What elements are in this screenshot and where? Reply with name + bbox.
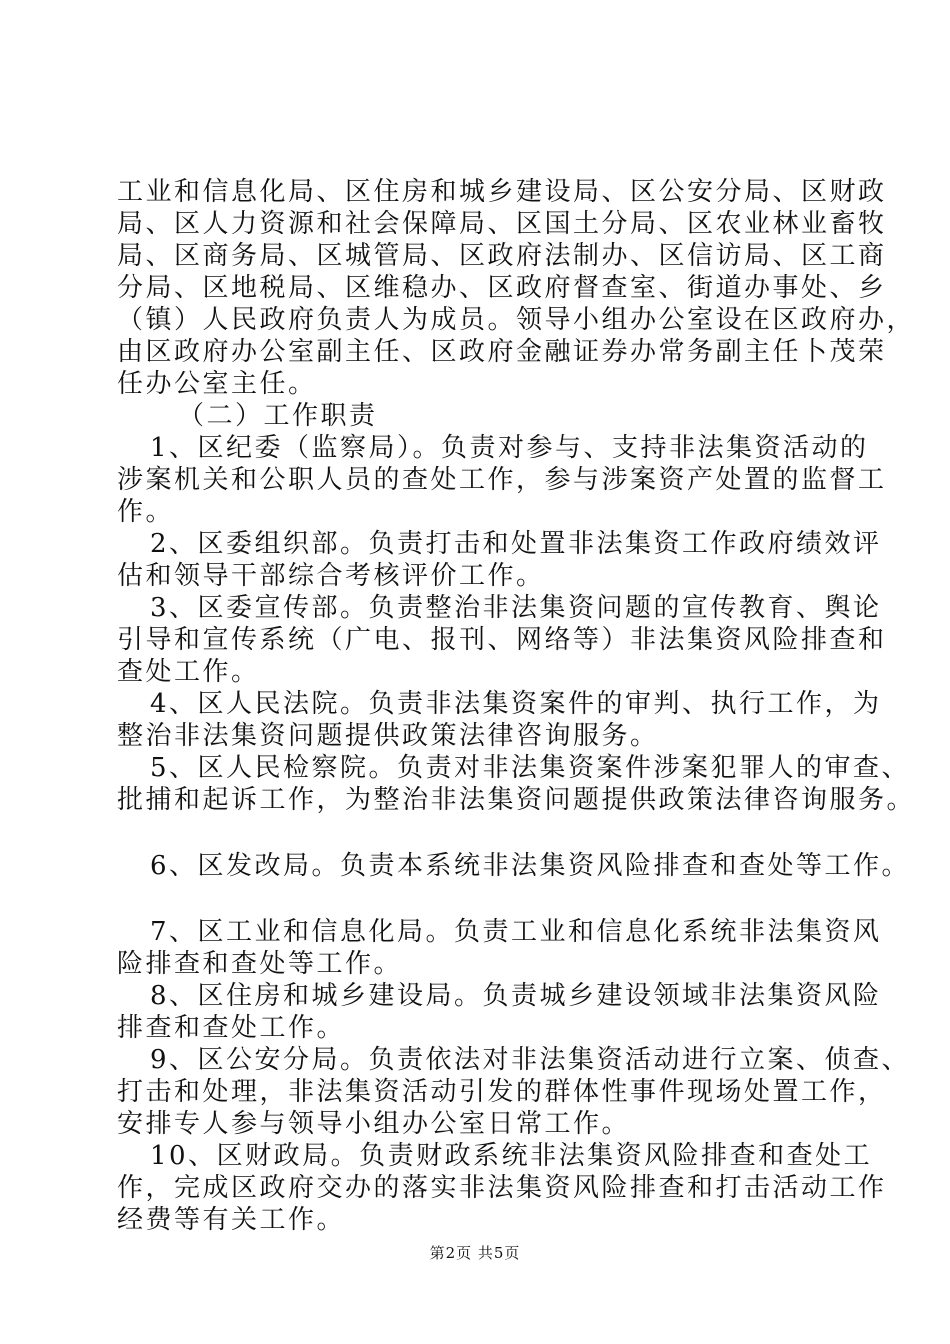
paragraph-line: 由区政府办公室副主任、区政府金融证券办常务副主任卜茂荣 bbox=[117, 337, 887, 367]
paragraph-line: 分局、区地税局、区维稳办、区政府督查室、街道办事处、乡 bbox=[117, 273, 887, 303]
paragraph-line: 安排专人参与领导小组办公室日常工作。 bbox=[117, 1109, 631, 1139]
paragraph-line: 作，完成区政府交办的落实非法集资风险排查和打击活动工作 bbox=[117, 1173, 887, 1203]
paragraph-line: 10、区财政局。负责财政系统非法集资风险排查和查处工 bbox=[150, 1141, 873, 1171]
paragraph-line: 涉案机关和公职人员的查处工作，参与涉案资产处置的监督工 bbox=[117, 465, 887, 495]
paragraph-line: 引导和宣传系统（广电、报刊、网络等）非法集资风险排查和 bbox=[117, 625, 887, 655]
page-footer: 第2页 共5页 bbox=[429, 1244, 521, 1262]
paragraph-line: 经费等有关工作。 bbox=[117, 1205, 346, 1235]
paragraph-line: （镇）人民政府负责人为成员。领导小组办公室设在区政府办， bbox=[117, 305, 916, 335]
paragraph-line: 估和领导干部综合考核评价工作。 bbox=[117, 561, 545, 591]
paragraph-line: 1、区纪委（监察局）。负责对参与、支持非法集资活动的 bbox=[150, 433, 869, 463]
paragraph-line: 3、区委宣传部。负责整治非法集资问题的宣传教育、舆论 bbox=[150, 593, 882, 623]
paragraph-line: 作。 bbox=[117, 497, 175, 527]
paragraph-line: 局、区人力资源和社会保障局、区国土分局、区农业林业畜牧 bbox=[117, 209, 887, 239]
paragraph-line: 整治非法集资问题提供政策法律咨询服务。 bbox=[117, 721, 659, 751]
paragraph-line: 8、区住房和城乡建设局。负责城乡建设领域非法集资风险 bbox=[150, 981, 882, 1011]
paragraph-line: 2、区委组织部。负责打击和处置非法集资工作政府绩效评 bbox=[150, 529, 882, 559]
paragraph-line: 9、区公安分局。负责依法对非法集资活动进行立案、侦查、 bbox=[150, 1045, 911, 1075]
paragraph-line: 险排查和查处等工作。 bbox=[117, 949, 403, 979]
paragraph-line: 局、区商务局、区城管局、区政府法制办、区信访局、区工商 bbox=[117, 241, 887, 271]
paragraph-line: 批捕和起诉工作，为整治非法集资问题提供政策法律咨询服务。 bbox=[117, 785, 916, 815]
paragraph-line: 查处工作。 bbox=[117, 657, 260, 687]
paragraph-line: 工业和信息化局、区住房和城乡建设局、区公安分局、区财政 bbox=[117, 177, 887, 207]
paragraph-line: 任办公室主任。 bbox=[117, 369, 317, 399]
paragraph-line: 7、区工业和信息化局。负责工业和信息化系统非法集资风 bbox=[150, 917, 882, 947]
paragraph-line: 5、区人民检察院。负责对非法集资案件涉案犯罪人的审查、 bbox=[150, 753, 911, 783]
paragraph-line: 打击和处理，非法集资活动引发的群体性事件现场处置工作， bbox=[117, 1077, 887, 1107]
paragraph-line: 6、区发改局。负责本系统非法集资风险排查和查处等工作。 bbox=[150, 851, 911, 881]
paragraph-line: 排查和查处工作。 bbox=[117, 1013, 346, 1043]
paragraph-line: 4、区人民法院。负责非法集资案件的审判、执行工作，为 bbox=[150, 689, 882, 719]
section-heading: （二）工作职责 bbox=[178, 401, 378, 431]
